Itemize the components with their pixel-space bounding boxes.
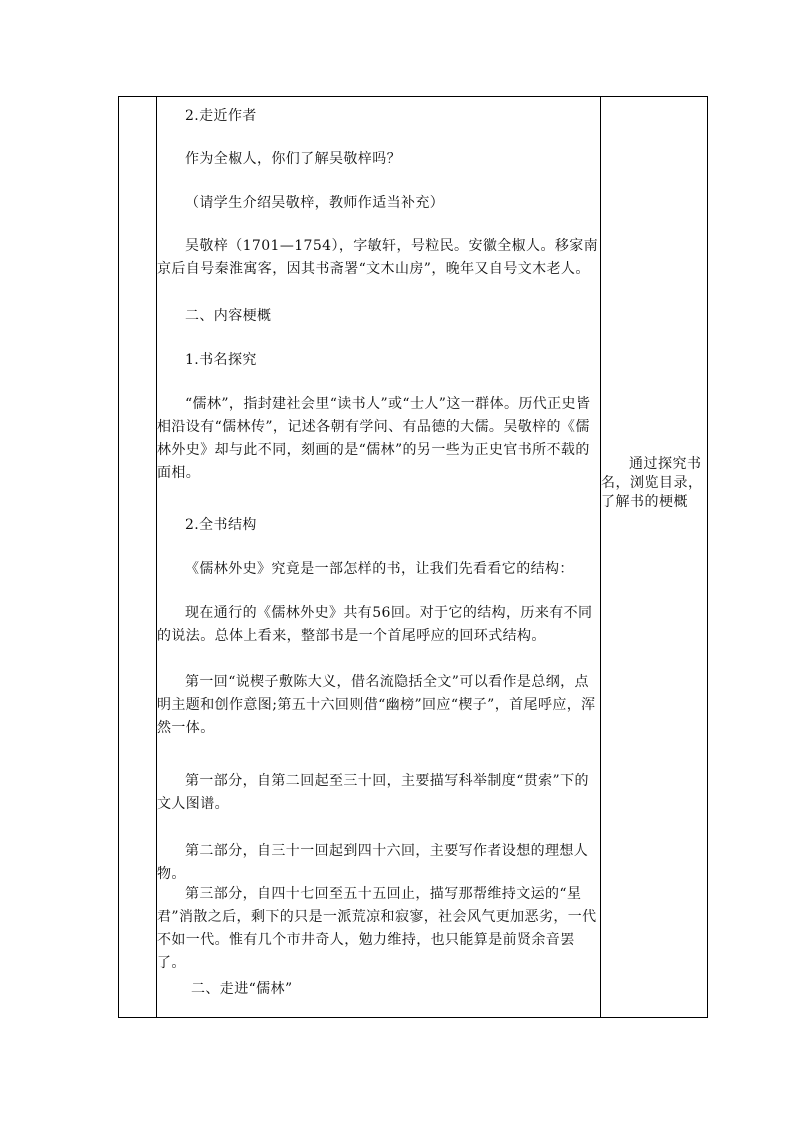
structure-paragraph: 第一回“说楔子敷陈大义，借名流隐括全文”可以看作是总纲，点明主题和创作意图;第五十六回则借“幽榜”回应“楔子”，首尾呼应，浑然一体。 — [157, 674, 596, 736]
structure-intro-paragraph: 《儒林外史》究竟是一部怎样的书，让我们先看看它的结构： — [185, 561, 574, 577]
section-heading: 二、内容梗概 — [185, 308, 272, 324]
structure-paragraph: 第一部分，自第二回起至三十回，主要描写科举制度“贯索”下的文人图谱。 — [157, 773, 589, 812]
section-heading: 2.走近作者 — [185, 108, 257, 124]
question-paragraph: 作为全椒人，你们了解吴敬梓吗？ — [185, 151, 401, 167]
structure-paragraph: 第二部分，自三十一回起到四十六回，主要写作者设想的理想人物。 — [157, 843, 589, 882]
title-explanation-paragraph: “儒林”，指封建社会里“读书人”或“士人”这一群体。历代正史皆相沿设有“儒林传”，记述各朝有学问、有品德的大儒。吴敬梓的《儒林外史》却与此不同，刻画的是“儒林”的另一些为正史官书所不载的面相。 — [157, 396, 591, 481]
lesson-table — [118, 96, 708, 1018]
author-intro-paragraph: 吴敬梓（1701—1754），字敏轩，号粒民。安徽全椒人。移家南京后自号秦淮寓客，因其书斋署“文木山房”，晚年又自号文木老人。 — [157, 238, 599, 277]
teaching-process-cell — [157, 97, 600, 1017]
section-heading: 二、走进“儒林” — [191, 981, 293, 997]
section-heading: 2.全书结构 — [185, 517, 257, 533]
structure-paragraph: 现在通行的《儒林外史》共有56回。对于它的结构，历来有不同的说法。总体上看来，整部书是一个首尾呼应的回环式结构。 — [157, 605, 593, 644]
structure-paragraph: 第三部分，自四十七回至五十五回止，描写那帮维持文运的“星君”消散之后，剩下的只是一派荒凉和寂寥，社会风气更加恶劣，一代不如一代。惟有几个市井奇人，勉力维持，也只能算是前贤余音罢了。 — [157, 886, 597, 971]
design-intent-text: 通过探究书名，浏览目录，了解书的梗概 — [601, 456, 703, 510]
section-heading: 1.书名探究 — [185, 352, 257, 368]
design-intent-cell — [601, 97, 708, 1017]
instruction-paragraph: （请学生介绍吴敬梓，教师作适当补充） — [185, 195, 445, 211]
